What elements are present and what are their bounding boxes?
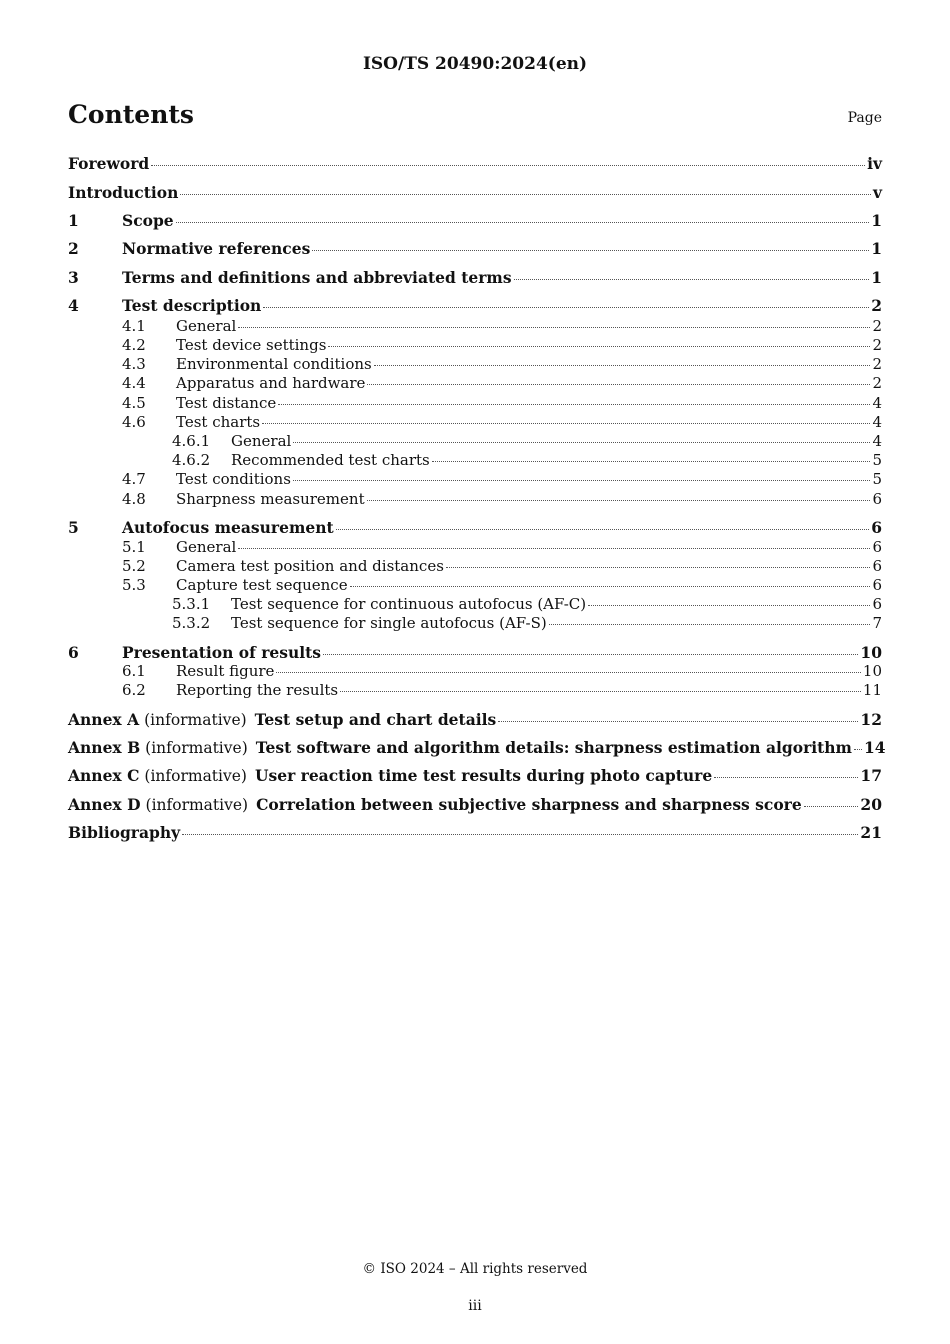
toc-entry-section-5[interactable] (68, 518, 882, 537)
toc-title: Test distance (176, 394, 277, 412)
toc-page: 2 (871, 296, 882, 315)
toc-title: Test device settings (176, 336, 327, 354)
annex-label: Annex C (68, 766, 140, 785)
toc-leader (182, 834, 858, 835)
toc-entry-section-4-5[interactable] (122, 394, 882, 412)
toc-leader (293, 442, 870, 443)
toc-entry-section-2[interactable] (68, 239, 882, 258)
toc-page: 2 (872, 336, 882, 354)
toc-leader (176, 222, 870, 223)
toc-page: 20 (860, 795, 882, 814)
toc-leader (446, 567, 871, 568)
toc-number: 4.6.1 (172, 432, 211, 450)
toc-title: Introduction (68, 183, 179, 202)
toc-leader (350, 586, 871, 587)
toc-title: Terms and definitions and abbreviated terms (122, 268, 512, 287)
toc-entry-foreword[interactable] (68, 154, 882, 173)
toc-leader (151, 165, 865, 166)
toc-number: 6 (68, 643, 79, 662)
toc-title: Scope (122, 211, 174, 230)
page-column-label: Page (847, 110, 882, 126)
toc-number: 5.3.1 (172, 595, 211, 613)
toc-page: 14 (863, 738, 886, 757)
toc-leader (276, 672, 860, 673)
toc-number: 1 (68, 211, 79, 230)
toc-number: 6.1 (122, 662, 146, 680)
toc-entry-section-4-1[interactable] (122, 317, 882, 335)
toc-page: iv (867, 154, 882, 173)
toc-title: Autofocus measurement (122, 518, 334, 537)
toc-leader (367, 500, 871, 501)
toc-entry-bibliography[interactable] (68, 823, 882, 842)
toc-page: 10 (860, 643, 882, 662)
toc-number: 5.3 (122, 576, 146, 594)
toc-page: 6 (872, 576, 882, 594)
toc-leader (238, 548, 870, 549)
toc-page: 2 (872, 374, 882, 392)
toc-page: 4 (872, 413, 882, 431)
toc-leader (804, 806, 859, 807)
toc-page: 11 (862, 681, 882, 699)
toc-title: Test setup and chart details (254, 710, 497, 729)
toc-page: 5 (872, 470, 882, 488)
toc-page: 17 (860, 766, 882, 785)
toc-title: Camera test position and distances (176, 557, 444, 575)
toc-page: v (872, 183, 882, 202)
toc-number: 4.1 (122, 317, 146, 335)
toc-entry-annex-c[interactable] (68, 766, 882, 785)
toc-number: 6.2 (122, 681, 146, 699)
toc-number: 4.8 (122, 490, 146, 508)
toc-page: 1 (871, 268, 882, 287)
annex-label: Annex B (68, 738, 141, 757)
toc-title: Capture test sequence (176, 576, 348, 594)
toc-number: 5.3.2 (172, 614, 211, 632)
toc-leader (323, 654, 858, 655)
toc-entry-section-5-2[interactable] (122, 557, 882, 575)
toc-entry-section-4-4[interactable] (122, 374, 882, 392)
toc-leader (238, 327, 870, 328)
toc-title: Test software and algorithm details: sharpness estimation algorithm (255, 738, 852, 757)
toc-entry-section-4-6-2[interactable] (172, 451, 882, 469)
toc-entry-section-6-2[interactable] (122, 681, 882, 699)
toc-entry-annex-a[interactable] (68, 710, 882, 729)
toc-page: 6 (872, 490, 882, 508)
toc-number: 5.1 (122, 538, 146, 556)
document-id-header: ISO/TS 20490:2024(en) (362, 54, 588, 74)
toc-leader (340, 691, 861, 692)
toc-page: 21 (860, 823, 882, 842)
toc-page: 2 (872, 355, 882, 373)
toc-title: General (176, 317, 237, 335)
toc-leader (714, 777, 858, 778)
toc-page: 2 (872, 317, 882, 335)
toc-number: 5.2 (122, 557, 146, 575)
toc-leader (336, 529, 870, 530)
toc-title: Result figure (176, 662, 275, 680)
toc-number: 3 (68, 268, 79, 287)
toc-title: Test conditions (176, 470, 291, 488)
toc-leader (328, 346, 870, 347)
toc-leader (312, 250, 869, 251)
toc-page: 4 (872, 394, 882, 412)
toc-title: Normative references (122, 239, 311, 258)
annex-label: Annex D (68, 795, 141, 814)
toc-leader (374, 365, 871, 366)
toc-page: 6 (872, 538, 882, 556)
copyright-footer: © ISO 2024 – All rights reserved (362, 1261, 588, 1277)
toc-title: Foreword (68, 154, 150, 173)
toc-page: 6 (872, 557, 882, 575)
toc-entry-section-5-3-1[interactable] (172, 595, 882, 613)
toc-page: 12 (860, 710, 882, 729)
toc-entry-section-6-1[interactable] (122, 662, 882, 680)
toc-leader (498, 721, 858, 722)
toc-number: 4.7 (122, 470, 146, 488)
toc-leader (514, 279, 870, 280)
toc-entry-section-4-7[interactable] (122, 470, 882, 488)
toc-entry-section-5-3[interactable] (122, 576, 882, 594)
toc-number: 4.6 (122, 413, 146, 431)
toc-title: Test sequence for single autofocus (AF-S) (231, 614, 547, 632)
toc-entry-section-4-2[interactable] (122, 336, 882, 354)
toc-entry-section-1[interactable] (68, 211, 882, 230)
toc-entry-section-3[interactable] (68, 268, 882, 287)
toc-page: 1 (871, 239, 882, 258)
toc-entry-annex-d[interactable] (68, 795, 882, 814)
toc-page: 10 (862, 662, 882, 680)
toc-title: Test charts (176, 413, 261, 431)
contents-title: Contents (68, 100, 195, 129)
annex-type: (informative) (145, 796, 249, 814)
toc-entry-section-4-6[interactable] (122, 413, 882, 431)
page-number: iii (468, 1298, 482, 1314)
toc-leader (262, 423, 870, 424)
toc-title: Correlation between subjective sharpness and sharpness score (256, 795, 802, 814)
toc-entry-section-5-3-2[interactable] (172, 614, 882, 632)
toc-title: General (231, 432, 292, 450)
toc-page: 1 (871, 211, 882, 230)
toc-leader (854, 749, 862, 750)
toc-entry-section-4[interactable] (68, 296, 882, 315)
toc-title: Recommended test charts (231, 451, 430, 469)
toc-number: 4.5 (122, 394, 146, 412)
toc-number: 4 (68, 296, 79, 315)
toc-leader (293, 480, 871, 481)
toc-title: Test description (122, 296, 262, 315)
toc-title: Bibliography (68, 823, 181, 842)
annex-type: (informative) (145, 739, 248, 757)
toc-leader (432, 461, 871, 462)
toc-entry-section-5-1[interactable] (122, 538, 882, 556)
toc-number: 2 (68, 239, 79, 258)
toc-title: Environmental conditions (176, 355, 372, 373)
toc-title: Reporting the results (176, 681, 339, 699)
toc-page: 7 (872, 614, 882, 632)
toc-number: 4.3 (122, 355, 146, 373)
annex-label: Annex A (68, 710, 140, 729)
toc-number: 4.6.2 (172, 451, 211, 469)
toc-entry-section-4-6-1[interactable] (172, 432, 882, 450)
toc-entry-section-4-3[interactable] (122, 355, 882, 373)
toc-title: Apparatus and hardware (176, 374, 366, 392)
toc-title: General (176, 538, 237, 556)
toc-entry-section-4-8[interactable] (122, 490, 882, 508)
toc-page: 5 (872, 451, 882, 469)
toc-page: 4 (872, 432, 882, 450)
annex-type: (informative) (144, 767, 247, 785)
toc-leader (180, 194, 871, 195)
toc-title: Test sequence for continuous autofocus (AF-C) (231, 595, 587, 613)
toc-title: User reaction time test results during photo capture (254, 766, 713, 785)
toc-title: Sharpness measurement (176, 490, 365, 508)
toc-leader (367, 384, 870, 385)
toc-number: 5 (68, 518, 79, 537)
toc-entry-introduction[interactable] (68, 183, 882, 202)
annex-type: (informative) (144, 711, 247, 729)
toc-leader (263, 307, 869, 308)
toc-title: Presentation of results (122, 643, 321, 662)
toc-leader (549, 624, 871, 625)
toc-entry-section-6[interactable] (68, 643, 882, 662)
toc-leader (588, 605, 870, 606)
toc-page: 6 (871, 518, 882, 537)
toc-number: 4.2 (122, 336, 146, 354)
toc-page: 6 (872, 595, 882, 613)
toc-leader (278, 404, 870, 405)
toc-number: 4.4 (122, 374, 146, 392)
toc-entry-annex-b[interactable] (68, 738, 886, 757)
